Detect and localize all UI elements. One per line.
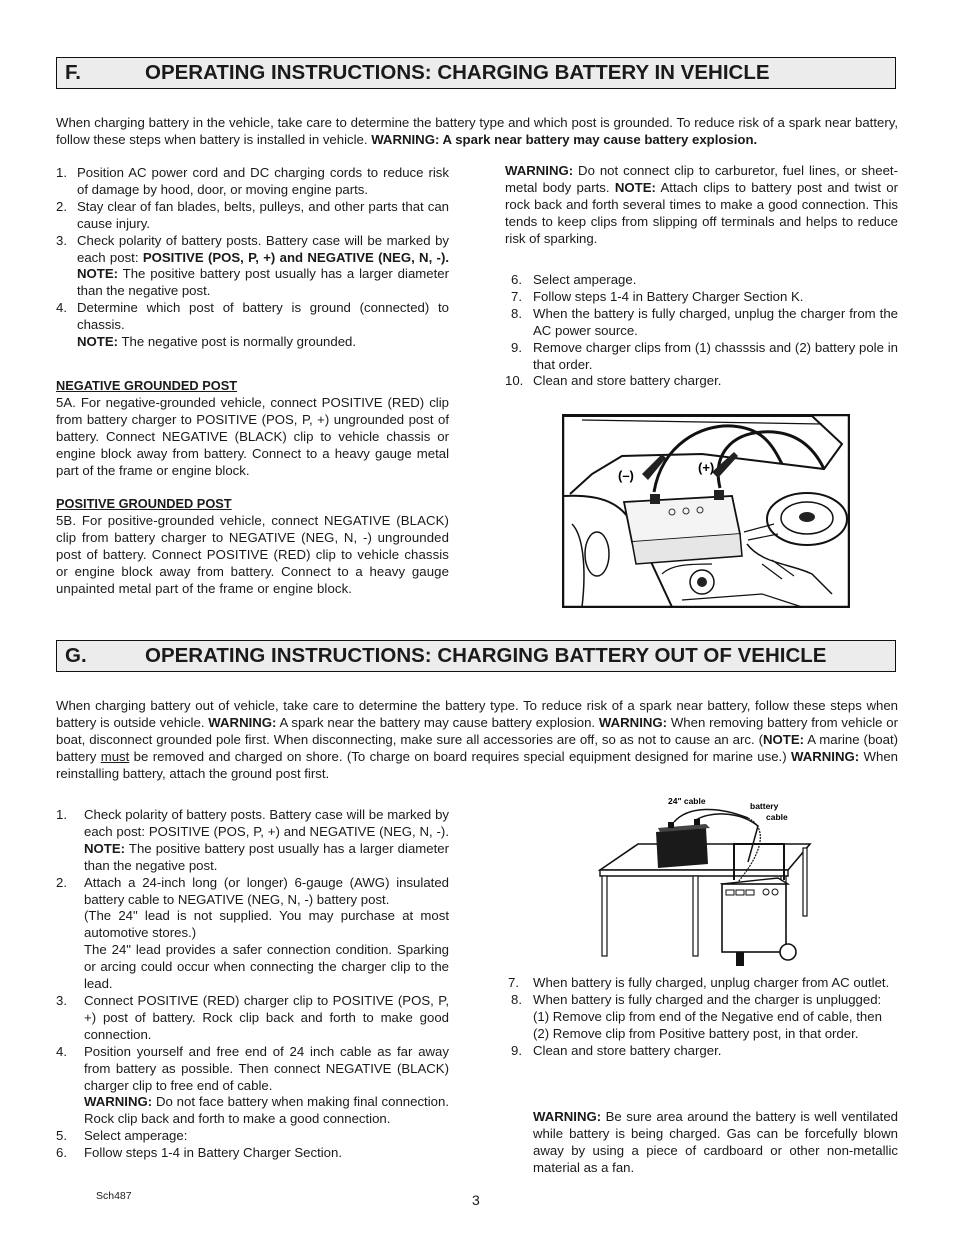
section-f-steps-left [56, 165, 449, 351]
list-item: 10. Clean and store battery charger. [505, 373, 722, 389]
list-item: 3. Connect POSITIVE (RED) charger clip to POSITIVE (POS, P, +) post of battery. Rock clip back and forth to make good connection. [56, 992, 449, 1042]
list-item: 4. Position yourself and free end of 24 inch cable as far away from battery as possible. Then connect NEGATIVE (BLACK) charger clip to free end of cable. WARNING: Do not face battery when making final connection. Rock clip back and forth to make a good connection. [56, 1043, 449, 1127]
list-item: 6. Select amperage. [511, 272, 637, 287]
bench-charging-illustration [598, 792, 830, 968]
list-item: 2. Attach a 24-inch long (or longer) 6-gauge (AWG) insulated battery cable to NEGATIVE (NEG, N, -) battery post. (The 24" lead is not supplied. You may purchase at most automotive stores.) The 24" lead provides a safer connection condition. Sparking or arcing could occur when connecting the charger clip to the lead. [56, 874, 449, 992]
list-item: 6. Follow steps 1-4 in Battery Charger Section. [56, 1145, 343, 1161]
section-f-steps-right [505, 272, 898, 390]
list-item: 8. When the battery is fully charged, unplug the charger from the AC power source. [511, 305, 898, 338]
list-item: 9. Remove charger clips from (1) chasssis and (2) battery pole in that order. [511, 339, 898, 372]
section-g-title: OPERATING INSTRUCTIONS: CHARGING BATTERY OUT OF VEHICLE [145, 644, 827, 667]
positive-grounded-text: 5B. For positive-grounded vehicle, connect NEGATIVE (BLACK) clip from battery charger to NEGATIVE (NEG, N, -) ungrounded post of battery. Connect POSITIVE (RED) clip to vehicle chassis or engine block away from battery. Connect to a heavy gauge unpainted metal part of the frame or engine block. [56, 513, 449, 596]
list-item: 8. When battery is fully charged and the charger is unplugged: (1) Remove clip from end of the Negative end of cable, then (2) Remove clip from Positive battery post, in that order. [511, 991, 882, 1041]
list-item: 1. Position AC power cord and DC charging cords to reduce risk of damage by hood, door, or moving engine parts. [56, 165, 449, 197]
section-g-warning: WARNING: Be sure area around the battery is well ventilated while battery is being charged. Gas can be forcefully blown away by using a piece of cardboard or other non-metallic material as a fan. [533, 1109, 898, 1175]
battery-cable-label-2: cable [766, 812, 788, 822]
page-number: 3 [472, 1192, 480, 1208]
section-g-steps-left [56, 807, 449, 1162]
section-f-header [56, 57, 896, 89]
list-item: 9. Clean and store battery charger. [511, 1042, 722, 1058]
list-item: 1. Check polarity of battery posts. Battery case will be marked by each post: POSITIVE (POS, P, +) and NEGATIVE (NEG, N, -). NOTE: The positive battery post usually has a larger diameter than the negative post. [56, 807, 449, 873]
list-item: 3. Check polarity of battery posts. Battery case will be marked by each post: POSITIVE (POS, P, +) and NEGATIVE (NEG, N, -). NOTE: The positive battery post usually has a larger diameter than the negative post. [56, 232, 449, 299]
positive-grounded-heading: POSITIVE GROUNDED POST [56, 496, 232, 511]
cable-length-label: 24" cable [668, 796, 706, 806]
section-f-intro: When charging battery in the vehicle, take care to determine the battery type and which post is grounded. To reduce risk of a spark near battery, follow these steps when battery is installed in vehicle. WARNING: A spark near battery may cause battery explosion. [56, 115, 898, 147]
section-g-intro: When charging battery out of vehicle, take care to determine the battery type. To reduce risk of a spark near battery, follow these steps when battery is outside vehicle. WARNING: A spark near the battery may cause battery explosion. WARNING: When removing battery from vehicle or boat, disconnect grounded pole first. When disconnecting, make sure all accessories are off, so as not to cause an arc. (NOTE: A marine (boat) battery must be removed and charged on shore. (To charge on board requires special equipment designed for marine use.) WARNING: When reinstalling battery, attach the ground post first. [56, 698, 899, 781]
list-item: 7. When battery is fully charged, unplug charger from AC outlet. [508, 975, 890, 990]
section-f-letter: F. [65, 61, 81, 84]
negative-grounded-text: 5A. For negative-grounded vehicle, connect POSITIVE (RED) clip from battery charger to POSITIVE (POS, P, +) ungrounded post of battery. Connect NEGATIVE (BLACK) clip to vehicle chassis or engine block away from battery. Connect to a heavy gauge metal part of the frame or engine block. [56, 395, 449, 478]
list-item: 5. Select amperage: [56, 1128, 188, 1144]
section-f-intro-warning: WARNING: A spark near battery may cause battery explosion. [371, 131, 758, 147]
positive-label: (+) [698, 460, 715, 475]
list-item: 7. Follow steps 1-4 in Battery Charger Section K. [511, 288, 804, 304]
negative-label: (–) [618, 468, 634, 483]
list-item: 4. Determine which post of battery is ground (connected) to chassis. NOTE: The negative post is normally grounded. [56, 300, 449, 350]
engine-charging-illustration [562, 414, 850, 608]
document-code: Sch487 [96, 1190, 132, 1202]
list-item: 2. Stay clear of fan blades, belts, pulleys, and other parts that can cause injury. [56, 198, 449, 231]
section-g-letter: G. [65, 644, 87, 667]
section-f-warning: WARNING: Do not connect clip to carburetor, fuel lines, or sheet-metal body parts. NOTE: Attach clips to battery post and twist or rock back and forth several times to make a good connection. This tends to keep clips from slipping off terminals and helps to reduce risk of sparking. [505, 163, 898, 246]
negative-grounded-heading: NEGATIVE GROUNDED POST [56, 378, 238, 393]
section-g-header [56, 640, 896, 672]
battery-cable-label: battery [750, 801, 779, 811]
section-f-title: OPERATING INSTRUCTIONS: CHARGING BATTERY IN VEHICLE [145, 61, 770, 84]
section-g-steps-right [505, 975, 898, 1060]
